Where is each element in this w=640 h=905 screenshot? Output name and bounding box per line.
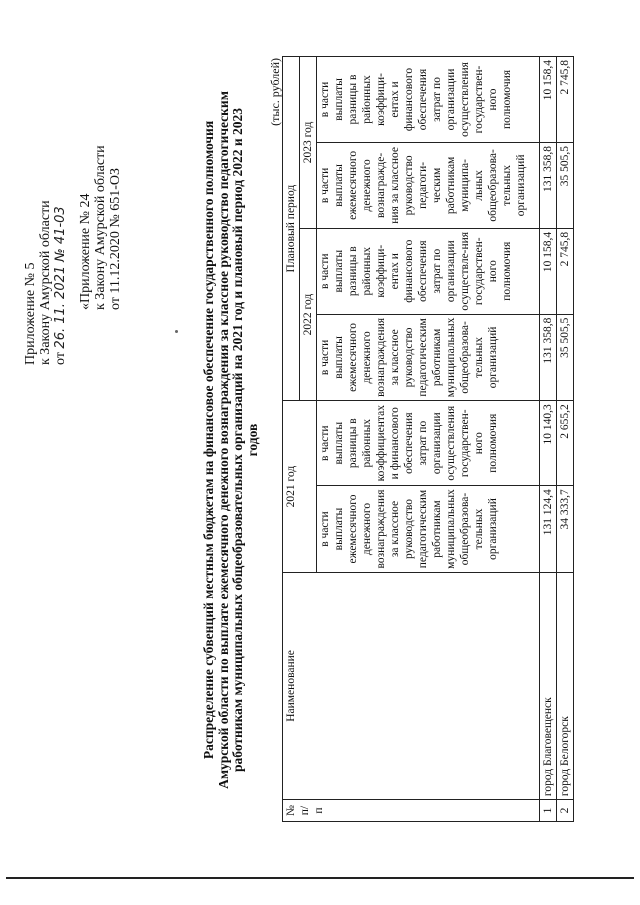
cell-2022-reward: 131 358,8: [540, 314, 557, 401]
header-2023: 2023 год: [300, 57, 317, 229]
previous-annex-title: «Приложение № 24: [78, 193, 93, 310]
handwritten-date: 26. 11. 2021 № 41-03: [53, 206, 68, 349]
cell-2023-reward: 131 358,8: [540, 142, 557, 228]
cell-2023-reward: 35 505,5: [557, 142, 574, 228]
units-label: (тыс. рублей): [268, 58, 282, 126]
header-2022-reward: в части выплаты ежемесячного денежного вознаграждения за классное руководство педагогическим работникам муниципальных общеобразова-тельных организаций: [317, 314, 540, 401]
row-number: 2: [557, 800, 574, 822]
annex-title: Приложение № 5: [23, 262, 38, 365]
scan-speck: [175, 330, 178, 333]
previous-annex: [78, 145, 123, 310]
annex-law: к Закону Амурской области: [38, 200, 53, 365]
annex-date-prefix: от: [53, 352, 68, 365]
cell-2021-reward: 34 333,7: [557, 486, 574, 573]
header-2021-coef: в части выплаты разницы в районных коэффициентах и финансового обеспечения затрат по организации осуществления государствен-ного полномочия: [317, 401, 540, 486]
page-bottom-rule: [6, 877, 634, 879]
header-name: Наименование: [283, 572, 540, 799]
cell-2021-coef: 2 655,2: [557, 401, 574, 486]
previous-annex-law: к Закону Амурской области: [93, 145, 108, 310]
header-planned-period: Плановый период: [283, 57, 300, 401]
cell-2022-coef: 2 745,8: [557, 228, 574, 314]
cell-2023-coef: 10 158,4: [540, 57, 557, 143]
title-line-1: Распределение субвенций местным бюджетам на финансовое обеспечение государственного полномочия: [201, 120, 216, 760]
subvention-table: [282, 56, 574, 822]
cell-2022-coef: 10 158,4: [540, 228, 557, 314]
row-name: город Белогорск: [557, 572, 574, 799]
title-line-3: работникам муниципальных общеобразовательных организаций на 2021 год и плановый период 2022 и 2023: [230, 107, 245, 773]
table-row: [540, 57, 557, 822]
header-2022-coef: в части выплаты разницы в районных коэффици-ентах и финансового обеспечения затрат по организации осуществле-ния государствен-ного полномочия: [317, 228, 540, 314]
cell-2021-coef: 10 140,3: [540, 401, 557, 486]
header-2021: 2021 год: [283, 401, 317, 573]
row-name: город Благовещенск: [540, 572, 557, 799]
header-2023-coef: в части выплаты разницы в районных коэффици-ентах и финансового обеспечения затрат по организации осуществления государствен-ного полномочия: [317, 57, 540, 143]
annex-header: [23, 200, 68, 365]
cell-2022-reward: 35 505,5: [557, 314, 574, 401]
title-line-2: Амурской области по выплате ежемесячного денежного вознаграждения за классное руководство педагогическим: [215, 91, 231, 789]
header-2023-reward: в части выплаты ежемесячного денежного вознагражде-ния за классное руководство педагоги-ческим работникам муниципа-льных общеобразова-тельных организаций: [317, 142, 540, 228]
title-line-4: годов: [244, 423, 260, 457]
header-number: № п/ п: [283, 800, 540, 822]
table-row: [557, 57, 574, 822]
annex-date: [53, 200, 68, 365]
document-title: [202, 90, 260, 790]
cell-2021-reward: 131 124,4: [540, 486, 557, 573]
row-number: 1: [540, 800, 557, 822]
cell-2023-coef: 2 745,8: [557, 57, 574, 143]
rotated-page: [20, 50, 620, 830]
header-2022: 2022 год: [300, 228, 317, 400]
previous-annex-date: от 11.12.2020 № 651-ОЗ: [108, 167, 123, 310]
header-2021-reward: в части выплаты ежемесячного денежного вознаграждения за классное руководство педагогическим работникам муниципальных общеобразова-тельных организаций: [317, 486, 540, 573]
